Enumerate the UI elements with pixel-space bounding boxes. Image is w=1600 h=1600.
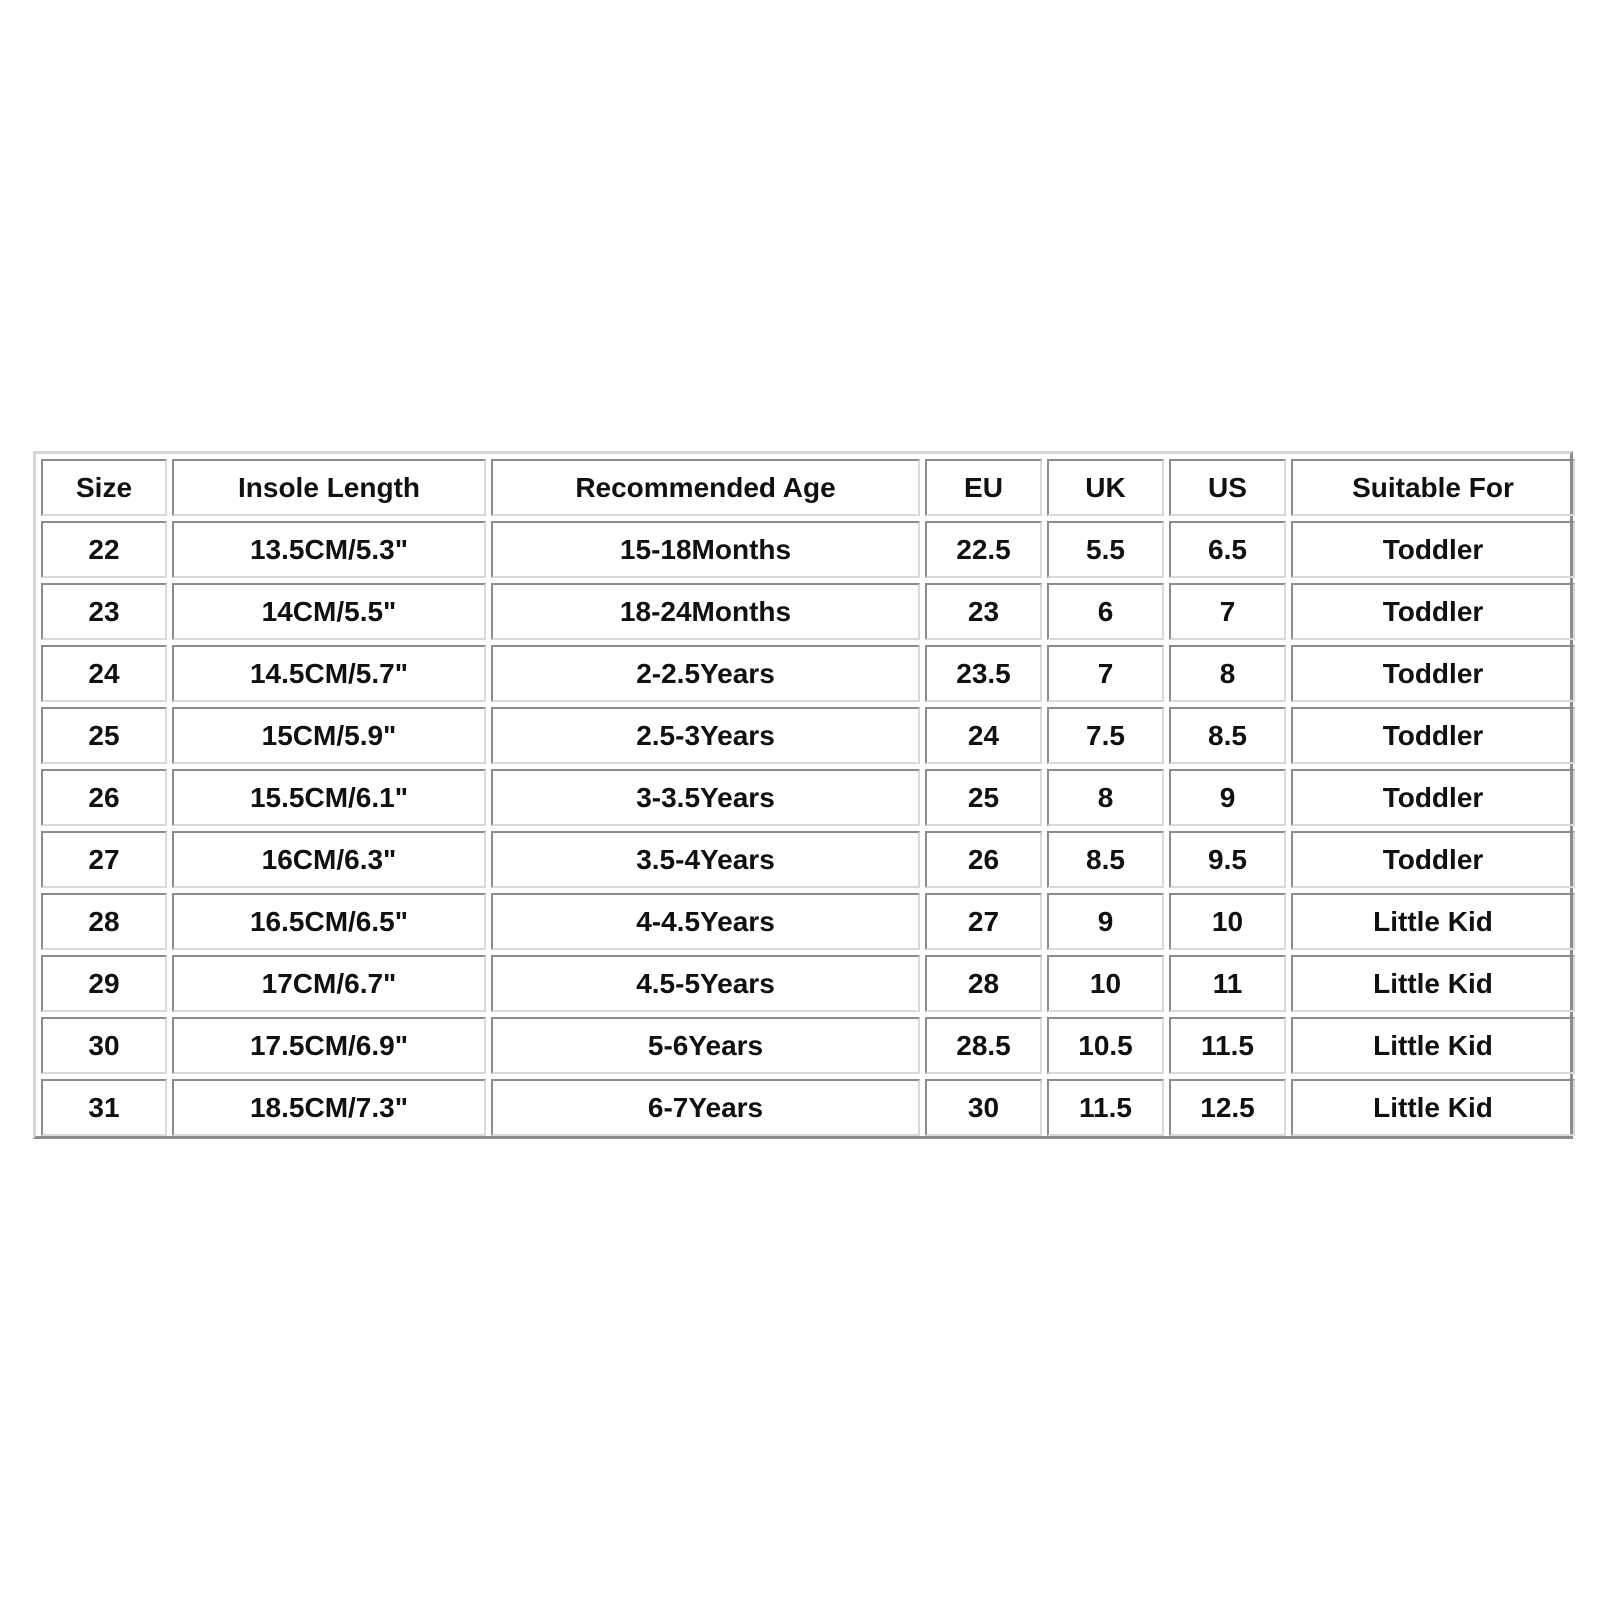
cell-us: 11.5 <box>1169 1017 1286 1074</box>
cell-us: 7 <box>1169 583 1286 640</box>
cell-insole-length: 14CM/5.5" <box>172 583 486 640</box>
cell-size: 25 <box>41 707 167 764</box>
cell-eu: 23.5 <box>925 645 1042 702</box>
table-row <box>41 707 1575 764</box>
table-row <box>41 769 1575 826</box>
cell-eu: 26 <box>925 831 1042 888</box>
table-row <box>41 831 1575 888</box>
cell-insole-length: 13.5CM/5.3" <box>172 521 486 578</box>
cell-suitable-for: Little Kid <box>1291 893 1575 950</box>
cell-eu: 27 <box>925 893 1042 950</box>
cell-uk: 6 <box>1047 583 1164 640</box>
cell-eu: 25 <box>925 769 1042 826</box>
cell-us: 10 <box>1169 893 1286 950</box>
table-row <box>41 521 1575 578</box>
cell-insole-length: 17.5CM/6.9" <box>172 1017 486 1074</box>
cell-suitable-for: Toddler <box>1291 831 1575 888</box>
cell-suitable-for: Toddler <box>1291 583 1575 640</box>
cell-size: 29 <box>41 955 167 1012</box>
cell-us: 12.5 <box>1169 1079 1286 1136</box>
cell-size: 30 <box>41 1017 167 1074</box>
cell-eu: 28.5 <box>925 1017 1042 1074</box>
cell-us: 8 <box>1169 645 1286 702</box>
header-uk: UK <box>1047 459 1164 516</box>
table-row <box>41 893 1575 950</box>
header-row <box>41 459 1575 516</box>
header-recommended-age: Recommended Age <box>491 459 920 516</box>
cell-uk: 7.5 <box>1047 707 1164 764</box>
cell-suitable-for: Toddler <box>1291 521 1575 578</box>
table-row <box>41 583 1575 640</box>
cell-insole-length: 14.5CM/5.7" <box>172 645 486 702</box>
cell-uk: 8.5 <box>1047 831 1164 888</box>
size-chart-table <box>36 454 1580 1141</box>
cell-insole-length: 16.5CM/6.5" <box>172 893 486 950</box>
cell-recommended-age: 15-18Months <box>491 521 920 578</box>
cell-insole-length: 17CM/6.7" <box>172 955 486 1012</box>
cell-eu: 24 <box>925 707 1042 764</box>
cell-size: 26 <box>41 769 167 826</box>
cell-size: 28 <box>41 893 167 950</box>
header-suitable-for: Suitable For <box>1291 459 1575 516</box>
cell-recommended-age: 2.5-3Years <box>491 707 920 764</box>
cell-recommended-age: 4.5-5Years <box>491 955 920 1012</box>
cell-insole-length: 15CM/5.9" <box>172 707 486 764</box>
table-row <box>41 1017 1575 1074</box>
cell-suitable-for: Little Kid <box>1291 1079 1575 1136</box>
cell-recommended-age: 18-24Months <box>491 583 920 640</box>
size-chart-frame <box>33 451 1573 1139</box>
cell-size: 24 <box>41 645 167 702</box>
header-size: Size <box>41 459 167 516</box>
cell-us: 9.5 <box>1169 831 1286 888</box>
cell-size: 23 <box>41 583 167 640</box>
cell-eu: 30 <box>925 1079 1042 1136</box>
cell-suitable-for: Toddler <box>1291 645 1575 702</box>
cell-uk: 8 <box>1047 769 1164 826</box>
table-row <box>41 955 1575 1012</box>
cell-recommended-age: 4-4.5Years <box>491 893 920 950</box>
cell-uk: 10.5 <box>1047 1017 1164 1074</box>
cell-us: 8.5 <box>1169 707 1286 764</box>
cell-eu: 23 <box>925 583 1042 640</box>
cell-eu: 22.5 <box>925 521 1042 578</box>
cell-size: 31 <box>41 1079 167 1136</box>
table-row <box>41 1079 1575 1136</box>
cell-suitable-for: Toddler <box>1291 769 1575 826</box>
cell-uk: 5.5 <box>1047 521 1164 578</box>
header-insole-length: Insole Length <box>172 459 486 516</box>
cell-recommended-age: 5-6Years <box>491 1017 920 1074</box>
cell-suitable-for: Toddler <box>1291 707 1575 764</box>
cell-recommended-age: 6-7Years <box>491 1079 920 1136</box>
cell-us: 9 <box>1169 769 1286 826</box>
header-eu: EU <box>925 459 1042 516</box>
cell-recommended-age: 3.5-4Years <box>491 831 920 888</box>
cell-eu: 28 <box>925 955 1042 1012</box>
cell-us: 6.5 <box>1169 521 1286 578</box>
cell-insole-length: 16CM/6.3" <box>172 831 486 888</box>
cell-suitable-for: Little Kid <box>1291 1017 1575 1074</box>
table-row <box>41 645 1575 702</box>
cell-insole-length: 15.5CM/6.1" <box>172 769 486 826</box>
cell-uk: 10 <box>1047 955 1164 1012</box>
cell-insole-length: 18.5CM/7.3" <box>172 1079 486 1136</box>
cell-recommended-age: 2-2.5Years <box>491 645 920 702</box>
cell-recommended-age: 3-3.5Years <box>491 769 920 826</box>
cell-size: 27 <box>41 831 167 888</box>
cell-suitable-for: Little Kid <box>1291 955 1575 1012</box>
cell-uk: 11.5 <box>1047 1079 1164 1136</box>
cell-us: 11 <box>1169 955 1286 1012</box>
cell-uk: 7 <box>1047 645 1164 702</box>
cell-size: 22 <box>41 521 167 578</box>
header-us: US <box>1169 459 1286 516</box>
cell-uk: 9 <box>1047 893 1164 950</box>
